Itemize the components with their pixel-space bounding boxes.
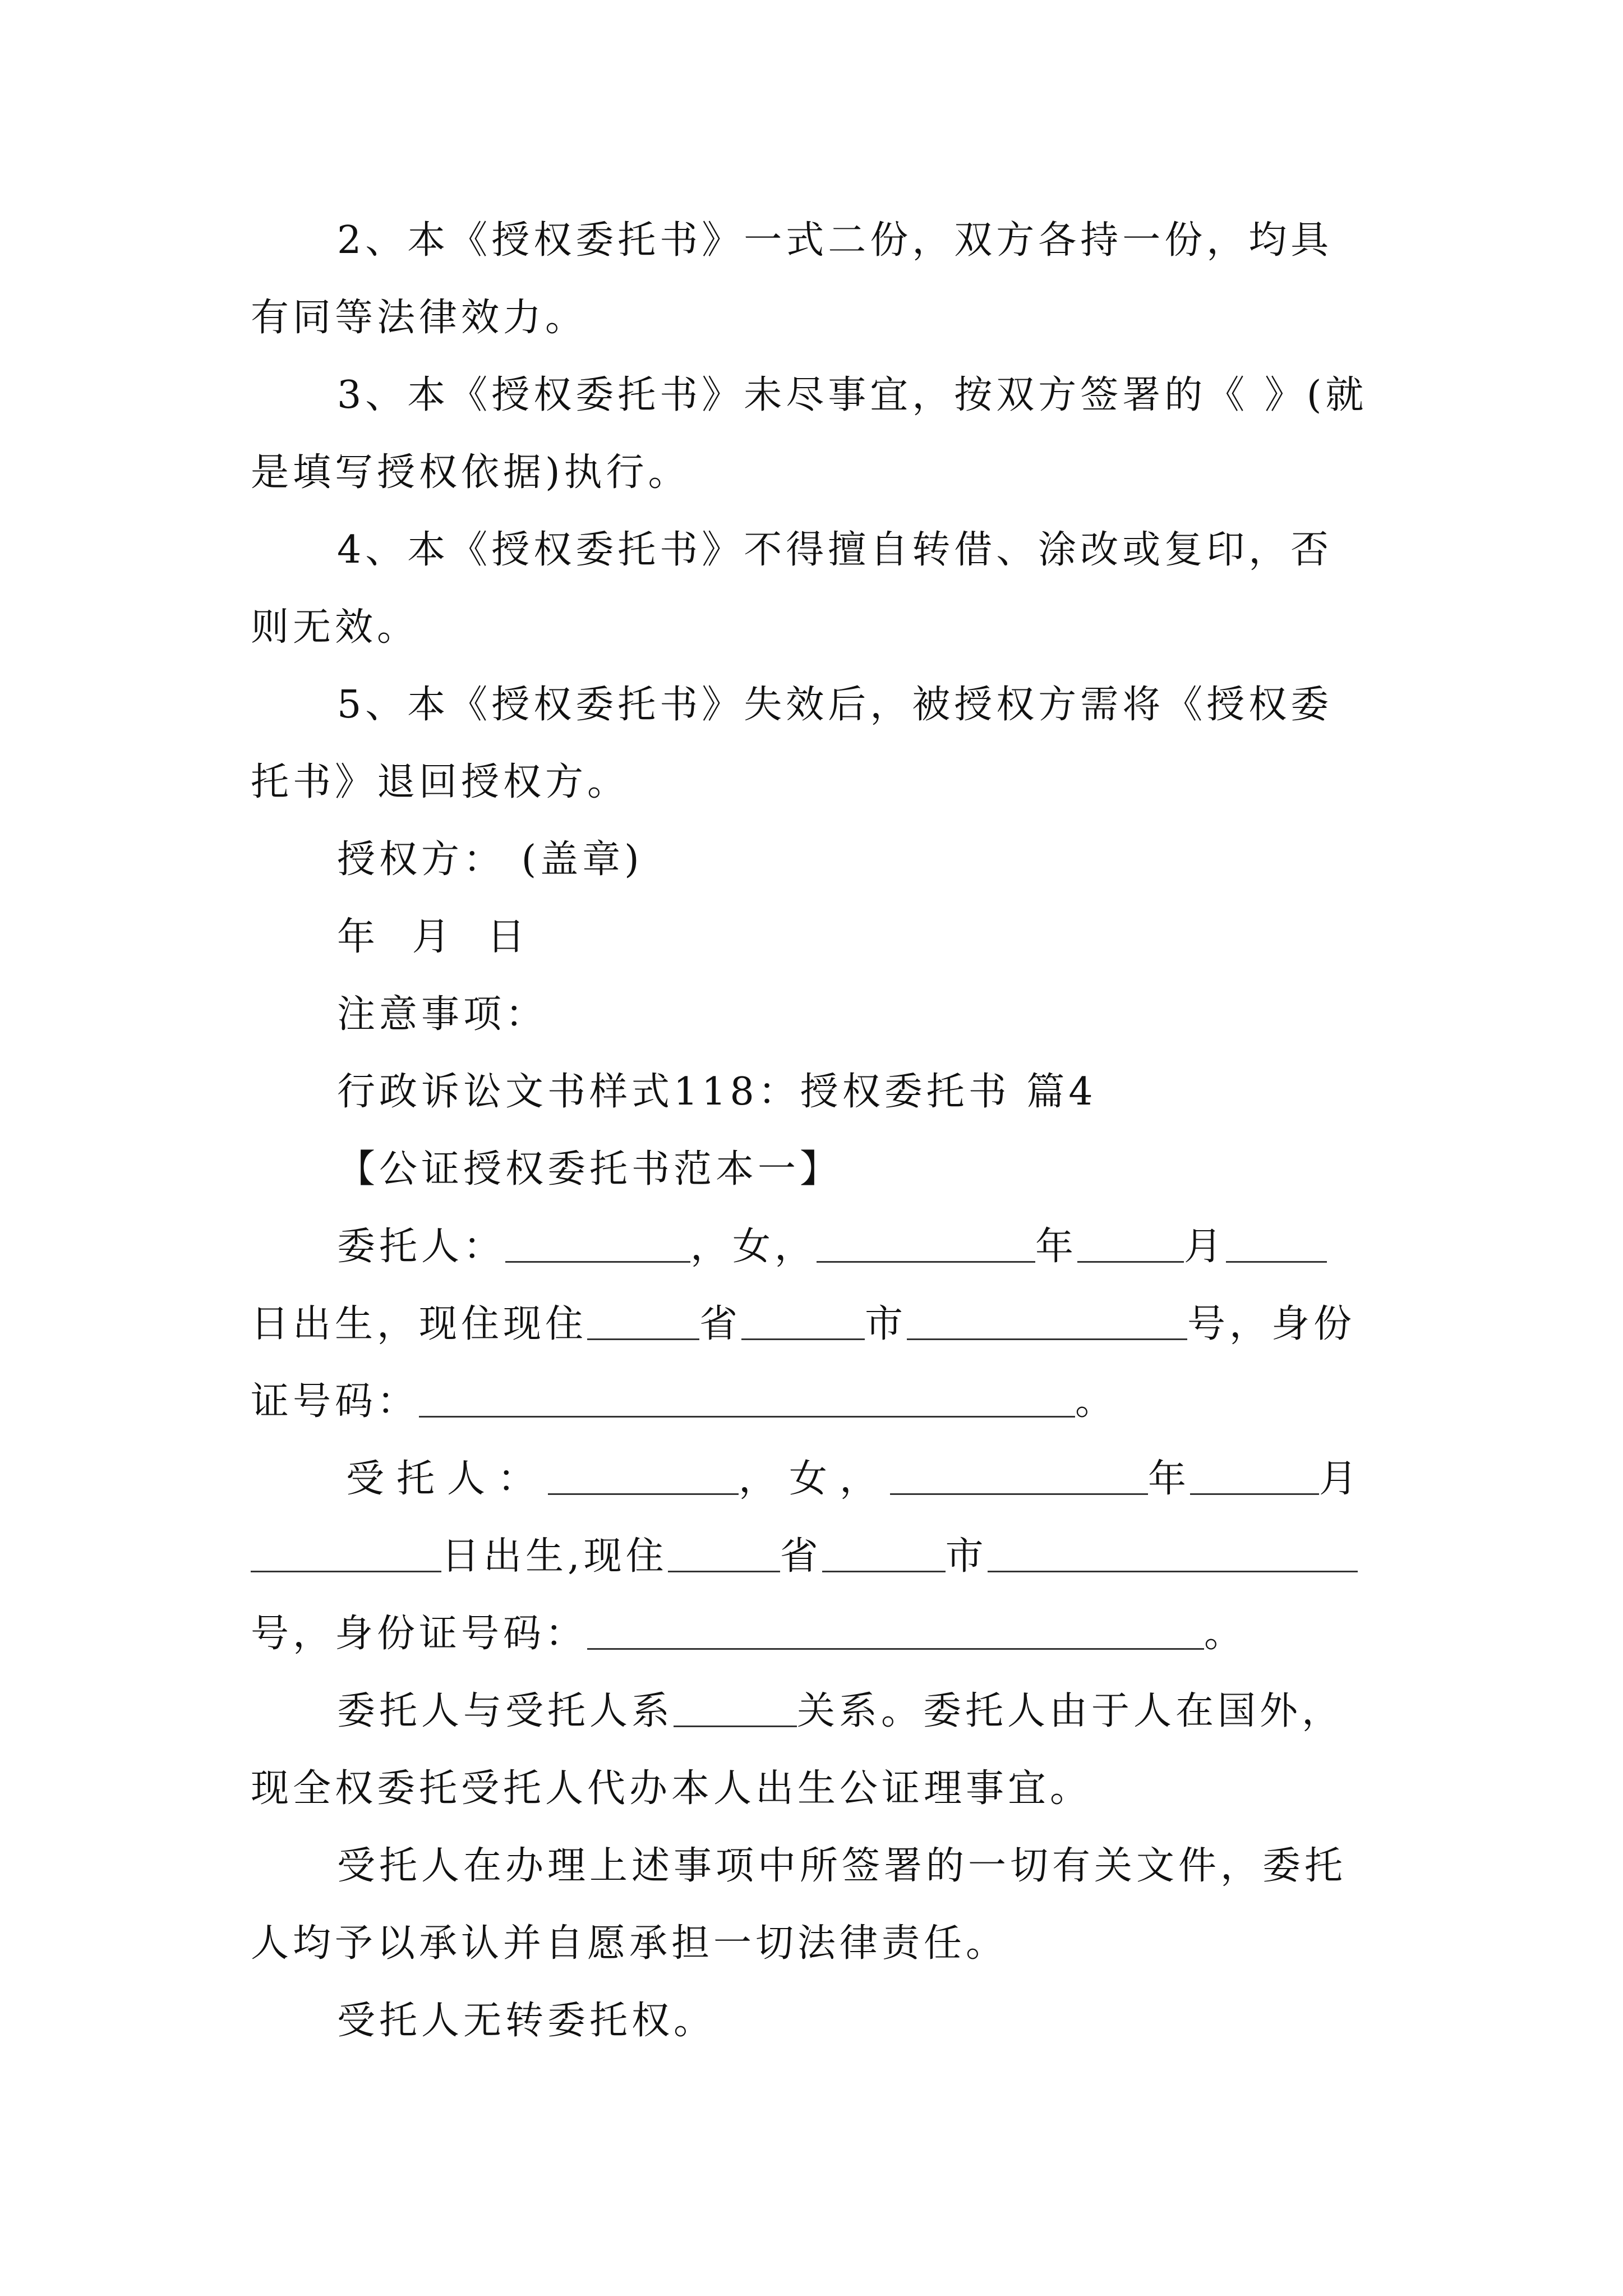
- date-line: 年 月 日: [337, 915, 538, 959]
- clause-5-line-1: 5、本《授权委托书》失效后，被授权方需将《授权委: [337, 683, 1333, 727]
- id-number-label: 证号码：: [251, 1379, 419, 1424]
- gender-text-2: ，女，: [739, 1457, 891, 1501]
- born-current-text: 日出生，现住现住: [251, 1302, 588, 1346]
- agent-birth-day-blank[interactable]: [251, 1531, 441, 1572]
- agent-id-blank[interactable]: [587, 1609, 1204, 1650]
- birth-month-blank[interactable]: [1077, 1222, 1184, 1263]
- clause-3-line-1: 3、本《授权委托书》未尽事宜，按双方签署的《 》(就: [337, 373, 1368, 417]
- clause-4-line-1: 4、本《授权委托书》不得擅自转借、涂改或复印，否: [337, 528, 1333, 572]
- principal-line-3: [251, 1363, 1117, 1441]
- gender-text: ，女，: [690, 1225, 817, 1269]
- province-label: 省: [699, 1302, 742, 1346]
- year-label-2: 年: [1148, 1457, 1191, 1501]
- birth-year-blank[interactable]: [817, 1222, 1035, 1263]
- relation-line-1: [337, 1673, 1344, 1750]
- agent-line-1: [346, 1441, 1361, 1518]
- principal-name-blank[interactable]: [505, 1222, 690, 1263]
- acknowledge-line-2: 人均予以承认并自愿承担一切法律责任。: [251, 1921, 1008, 1966]
- city-blank[interactable]: [741, 1299, 865, 1340]
- grantor-signature: 授权方： (盖章): [337, 838, 643, 882]
- notes-heading: 注意事项：: [337, 992, 548, 1037]
- no-transfer-line: 受托人无转委托权。: [337, 1999, 716, 2043]
- principal-line-2: [251, 1286, 1355, 1363]
- clause-5-line-2: 托书》退回授权方。: [251, 760, 630, 804]
- acknowledge-line-1: 受托人在办理上述事项中所签署的一切有关文件，委托: [337, 1844, 1347, 1888]
- number-id-text-2: 号，身份证号码：: [251, 1612, 588, 1656]
- month-label: 月: [1184, 1225, 1227, 1269]
- principal-id-blank[interactable]: [419, 1377, 1075, 1418]
- relation-prefix: 委托人与受托人系: [337, 1689, 674, 1733]
- clause-4-line-2: 则无效。: [251, 605, 419, 650]
- clause-3-line-2: 是填写授权依据)执行。: [251, 450, 690, 495]
- clause-2-line-2: 有同等法律效力。: [251, 296, 588, 340]
- address-blank[interactable]: [907, 1299, 1187, 1340]
- template-title: 【公证授权委托书范本一】: [337, 1147, 842, 1191]
- number-id-text: 号，身份: [1187, 1302, 1356, 1346]
- city-label-2: 市: [945, 1534, 988, 1579]
- relation-blank[interactable]: [674, 1686, 797, 1727]
- agent-birth-year-blank[interactable]: [890, 1454, 1148, 1495]
- born-current-text-2: 日出生,现住: [441, 1534, 668, 1579]
- clause-2-line-1: 2、本《授权委托书》一式二份，双方各持一份，均具: [337, 218, 1333, 263]
- agent-line-2: [251, 1518, 1358, 1595]
- birth-day-blank[interactable]: [1226, 1222, 1327, 1263]
- principal-label: 委托人：: [337, 1225, 506, 1269]
- agent-birth-month-blank[interactable]: [1190, 1454, 1319, 1495]
- agent-line-3: [251, 1595, 1246, 1673]
- period-2: 。: [1204, 1612, 1247, 1656]
- agent-city-blank[interactable]: [822, 1531, 946, 1572]
- province-blank[interactable]: [587, 1299, 699, 1340]
- city-label: 市: [865, 1302, 907, 1346]
- province-label-2: 省: [780, 1534, 822, 1579]
- relation-line-2: 现全权委托受托人代办本人出生公证理事宜。: [251, 1766, 1092, 1811]
- agent-province-blank[interactable]: [668, 1531, 780, 1572]
- month-label-2: 月: [1319, 1457, 1362, 1501]
- year-label: 年: [1035, 1225, 1078, 1269]
- period: 。: [1075, 1379, 1118, 1424]
- agent-address-blank[interactable]: [988, 1531, 1358, 1572]
- relation-suffix: 关系。委托人由于人在国外，: [797, 1689, 1344, 1733]
- agent-label: 受托人：: [346, 1457, 548, 1501]
- agent-name-blank[interactable]: [548, 1454, 739, 1495]
- section-title: 行政诉讼文书样式118：授权委托书 篇4: [337, 1070, 1097, 1114]
- principal-line-1: [337, 1208, 1327, 1286]
